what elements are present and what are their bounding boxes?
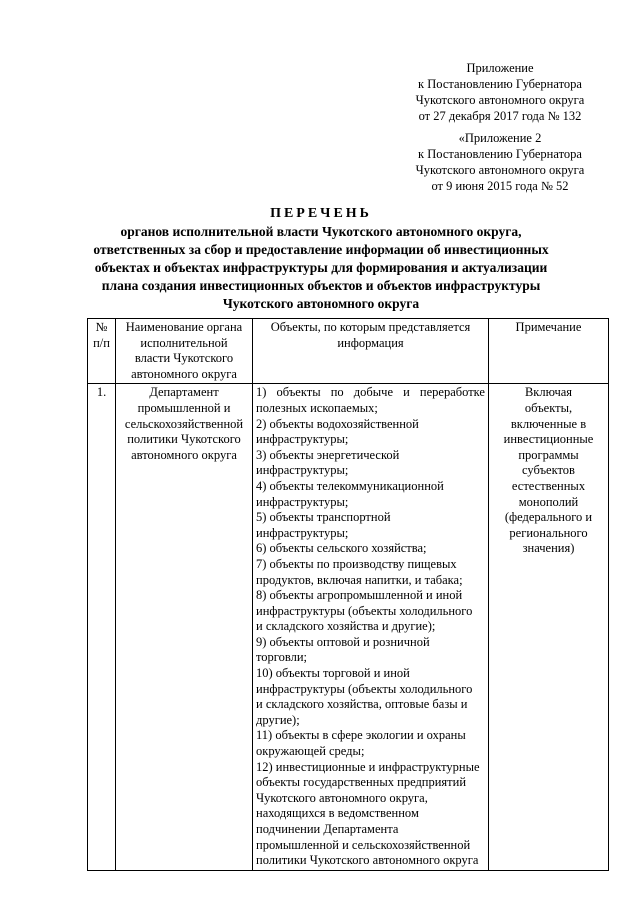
- header-num: [88, 319, 116, 384]
- header-objects: [253, 319, 489, 384]
- object-line: Чукотского автономного округа,: [256, 790, 428, 805]
- object-line: инфраструктуры (объекты холодильного: [256, 603, 473, 618]
- object-line: 2) объекты водохозяйственной: [256, 416, 419, 431]
- title-line: плана создания инвестиционных объектов и объектов инфраструктуры: [101, 278, 541, 293]
- object-line: другие);: [256, 712, 300, 727]
- note-line: Включая: [524, 385, 573, 400]
- object-line: 3) объекты энергетической: [256, 447, 400, 462]
- object-line: находящихся в ведомственном: [256, 806, 419, 821]
- appendix-previous: [395, 130, 605, 194]
- note-line: инвестиционные: [503, 432, 594, 447]
- table-header-row: [88, 319, 609, 384]
- appendix-previous-line: «Приложение 2: [458, 131, 542, 145]
- note-line: включенные в: [510, 416, 587, 431]
- object-line: торговли;: [256, 650, 308, 665]
- object-line: инфраструктуры;: [256, 432, 349, 447]
- header-organ-line: власти Чукотского: [134, 351, 234, 366]
- row-note: [489, 384, 609, 870]
- object-line: промышленной и сельскохозяйственной: [256, 837, 471, 852]
- appendix-current-line: от 27 декабря 2017 года № 132: [418, 109, 582, 123]
- header-organ-line: автономного округа: [131, 366, 237, 381]
- organ-line: промышленной и: [137, 400, 231, 415]
- table-row: [88, 384, 609, 870]
- note-line: (федерального и: [504, 510, 593, 525]
- object-line: окружающей среды;: [256, 744, 365, 759]
- object-line: 7) объекты по производству пищевых: [256, 556, 457, 571]
- note-line: программы: [518, 447, 579, 462]
- object-line: инфраструктуры;: [256, 494, 349, 509]
- row-objects: [253, 384, 489, 870]
- title-line: органов исполнительной власти Чукотского автономного округа,: [120, 224, 522, 239]
- row-number: 1.: [88, 384, 116, 870]
- appendix-previous-line: от 9 июня 2015 года № 52: [431, 179, 569, 193]
- header-organ-line: исполнительной: [140, 335, 228, 350]
- object-line: подчинении Департамента: [256, 822, 399, 836]
- document-title: [60, 205, 582, 313]
- appendix-current-line: Приложение: [466, 61, 534, 75]
- title-line: Чукотского автономного округа: [222, 296, 420, 311]
- object-line: объекты государственных предприятий: [256, 775, 467, 790]
- object-line: и складского хозяйства и другие);: [256, 619, 436, 634]
- header-objects-line: Объекты, по которым представляется: [270, 320, 471, 334]
- header-organ: [116, 319, 253, 384]
- object-line: политики Чукотского автономного округа: [256, 853, 479, 868]
- object-line: и складского хозяйства, оптовые базы и: [256, 697, 468, 712]
- object-line: продуктов, включая напитки, и табака;: [256, 572, 463, 587]
- object-line: полезных ископаемых;: [256, 400, 378, 415]
- note-line: субъектов: [522, 463, 575, 478]
- object-line: 4) объекты телекоммуникационной: [256, 478, 444, 493]
- object-line: инфраструктуры;: [256, 525, 349, 540]
- title-heading: ПЕРЕЧЕНЬ: [270, 206, 372, 221]
- appendix-previous-line: к Постановлению Губернатора: [418, 147, 582, 161]
- object-line: 5) объекты транспортной: [256, 510, 391, 525]
- note-line: значения): [522, 541, 575, 556]
- object-line: 10) объекты торговой и иной: [256, 666, 410, 681]
- object-line: 6) объекты сельского хозяйства;: [256, 541, 427, 556]
- appendix-previous-line: Чукотского автономного округа: [415, 163, 585, 177]
- object-line: 8) объекты агропромышленной и иной: [256, 588, 463, 603]
- note-line: регионального: [509, 525, 588, 540]
- header-note-line: Примечание: [515, 320, 582, 334]
- object-line: 11) объекты в сфере экологии и охраны: [256, 728, 466, 743]
- organ-line: автономного округа: [131, 447, 237, 462]
- object-line: инфраструктуры (объекты холодильного: [256, 681, 473, 696]
- authorities-table: [87, 318, 609, 871]
- header-objects-line: информация: [337, 335, 404, 350]
- note-line: монополий: [518, 494, 579, 509]
- organ-line: Департамент: [149, 385, 219, 400]
- object-line: 12) инвестиционные и инфраструктурные: [256, 759, 480, 774]
- object-line: инфраструктуры;: [256, 463, 349, 478]
- organ-line: политики Чукотского: [127, 432, 241, 447]
- title-line: объектах и объектах инфраструктуры для формирования и актуализации: [94, 260, 548, 275]
- header-organ-line: Наименование органа: [125, 320, 243, 334]
- title-line: ответственных за сбор и предоставление информации об инвестиционных: [93, 242, 549, 257]
- appendix-current-line: к Постановлению Губернатора: [418, 77, 582, 91]
- organ-line: сельскохозяйственной: [124, 416, 244, 431]
- header-num-line: №: [95, 320, 108, 334]
- note-line: объекты,: [524, 400, 573, 415]
- object-line: 9) объекты оптовой и розничной: [256, 634, 430, 649]
- appendix-current-line: Чукотского автономного округа: [415, 93, 585, 107]
- row-organ: [116, 384, 253, 870]
- note-line: естественных: [511, 478, 586, 493]
- header-note: [489, 319, 609, 384]
- header-num-line: п/п: [93, 335, 110, 350]
- object-line: 1) объекты по добыче и переработке: [256, 385, 485, 400]
- appendix-current: [395, 60, 605, 124]
